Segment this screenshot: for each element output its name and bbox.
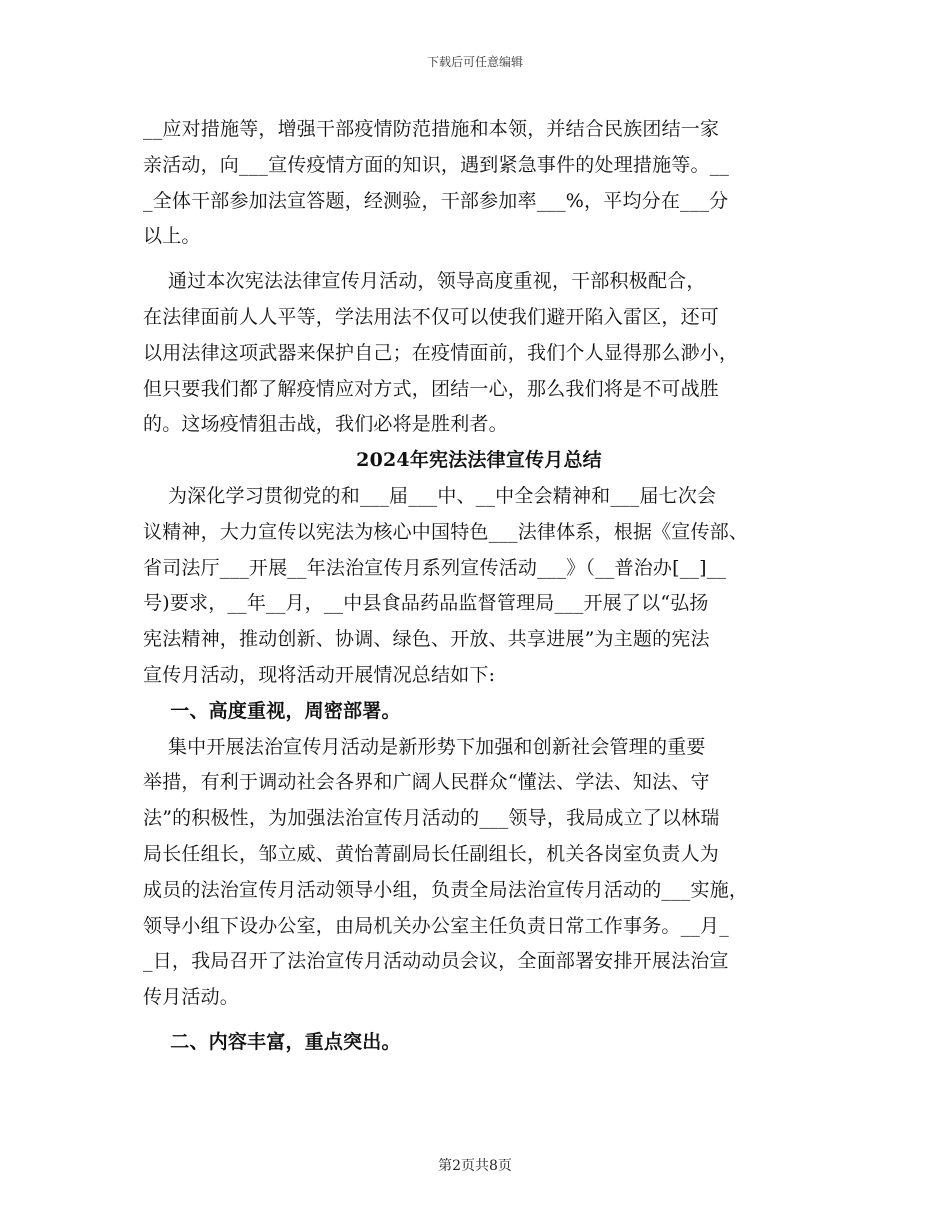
text-line: __应对措施等，增强干部疫情防范措施和本领，并结合民族团结一家	[143, 118, 720, 140]
text-line: 传月活动。	[143, 986, 240, 1009]
text-line: 领导小组下设办公室，由局机关办公室主任负责日常工作事务。__月_	[143, 914, 729, 937]
text-line: 亲活动，向___宣传疫情方面的知识，遇到紧急事件的处理措施等。__	[143, 153, 730, 176]
text-line: 的。这场疫情狙击战，我们必将是胜利者。	[143, 413, 508, 436]
text-line: 在法律面前人人平等，学法用法不仅可以使我们避开陷入雷区，还可	[143, 305, 720, 328]
text-line: 号)要求，__年__月，__中县食品药品监督管理局___开展了以“弘扬	[143, 592, 709, 615]
subheading: 二、内容丰富，重点突出。	[143, 1030, 401, 1053]
text-line: _日，我局召开了法治宣传月活动动员会议，全面部署安排开展法治宣	[143, 950, 729, 973]
text-line: 举措，有利于调动社会各界和广阔人民群众“懂法、学法、知法、守	[143, 771, 710, 794]
text-line: 为深化学习贯彻党的和___届___中、__中全会精神和___届七次会	[143, 484, 717, 507]
text-line: 宪法精神，推动创新、协调、绿色、开放、共享进展”为主题的宪法	[143, 628, 710, 651]
text-line: 议精神，大力宣传以宪法为核心中国特色___法律体系，根据《宣传部、	[143, 520, 749, 543]
text-line: 但只要我们都了解疫情应对方式，团结一心，那么我们将是不可战胜	[143, 377, 720, 400]
text-line: 省司法厅___开展__年法治宣传月系列宣传活动___》（__普治办[__]__	[143, 556, 727, 579]
text-line: 成员的法治宣传月活动领导小组，负责全局法治宣传月活动的___实施，	[143, 878, 749, 901]
text-line: 以用法律这项武器来保护自己；在疫情面前，我们个人显得那么渺小，	[143, 341, 739, 364]
text-line: 法”的积极性，为加强法治宣传月活动的___领导，我局成立了以林瑞	[143, 807, 720, 830]
page-footer: 第2页共8页	[438, 1158, 512, 1174]
section-title: 2024年宪法法律宣传月总结	[356, 449, 602, 472]
text-line: 局长任组长，邹立威、黄怡菁副局长任副组长，机关各岗室负责人为	[143, 842, 720, 865]
text-line: 通过本次宪法法律宣传月活动，领导高度重视，干部积极配合，	[143, 270, 706, 293]
subheading: 一、高度重视，周密部署。	[143, 699, 401, 722]
text-line: 宣传月活动，现将活动开展情况总结如下:	[143, 663, 496, 686]
document-body	[143, 112, 815, 1061]
text-line: _全体干部参加法宣答题，经测验，干部参加率___%，平均分在___分	[143, 189, 729, 212]
page-header: 下载后可任意编辑	[426, 55, 523, 69]
text-line: 集中开展法治宣传月活动是新形势下加强和创新社会管理的重要	[143, 735, 706, 758]
text-line: 以上。	[143, 225, 201, 248]
